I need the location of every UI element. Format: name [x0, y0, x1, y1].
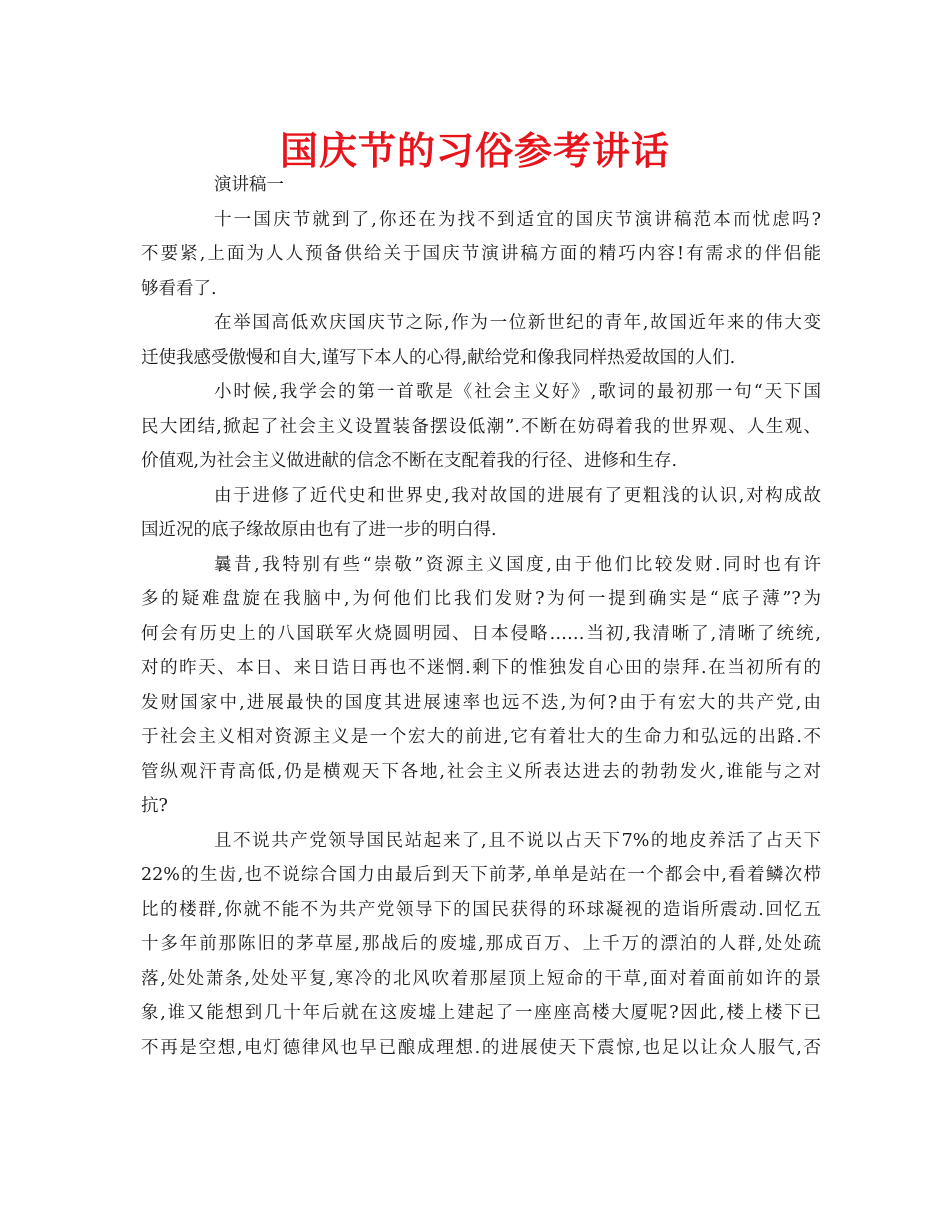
body-line: 在举国高低欢庆国庆节之际,作为一位新世纪的青年,故国近年来的伟大变: [214, 313, 821, 333]
body-line: 十多年前那陈旧的茅草屋,那战后的废墟,那成百万、上千万的漂泊的人群,处处疏: [141, 934, 821, 954]
body-line: 迁使我感受傲慢和自大,谨写下本人的心得,献给党和像我同样热爱故国的人们.: [141, 347, 736, 368]
body-line: 22%的生齿,也不说综合国力由最后到天下前茅,单单是站在一个都会中,看着鳞次栉: [141, 865, 821, 885]
body-line: 比的楼群,你就不能不为共产党领导下的国民获得的环球凝视的造诣所震动.回忆五: [141, 899, 821, 920]
body-line: 不再是空想,电灯德律风也早已酿成理想.的进展使天下震惊,也足以让众人服气,否: [141, 1037, 821, 1058]
body-line: 民大团结,掀起了社会主义设置装备摆设低潮”.不断在妨碍着我的世界观、人生观、: [141, 416, 821, 437]
body-line: 国近况的底子缘故原由也有了进一步的明白得.: [141, 520, 497, 540]
body-line: 多的疑难盘旋在我脑中,为何他们比我们发财?为何一提到确实是“底子薄”?为: [141, 589, 821, 609]
body-line: 价值观,为社会主义做进献的信念不断在支配着我的行径、进修和生存.: [141, 451, 678, 471]
document-title: 国庆节的习俗参考讲话: [279, 129, 670, 173]
body-line: 发财国家中,进展最快的国度其进展速率也远不迭,为何?由于有宏大的共产党,由: [141, 692, 821, 713]
body-line: 何会有历史上的八国联军火烧圆明园、日本侵略……当初,我清晰了,清晰了统统,: [141, 623, 821, 644]
body-line: 且不说共产党领导国民站起来了,且不说以占天下7%的地皮养活了占天下: [214, 830, 821, 851]
body-line: 象,谁又能想到几十年后就在这废墟上建起了一座座高楼大厦呢?因此,楼上楼下已: [141, 1003, 821, 1023]
body-line: 曩昔,我特别有些“崇敬”资源主义国度,由于他们比较发财.同时也有许: [214, 554, 821, 575]
body-line: 抗?: [141, 796, 168, 816]
body-line: 落,处处萧条,处处平复,寒冷的北风吹着那屋顶上短命的干草,面对着面前如许的景: [141, 968, 821, 989]
body-line: 演讲稿一: [214, 175, 284, 195]
body-line: 于社会主义相对资源主义是一个宏大的前进,它有着壮大的生命力和弘远的出路.不: [141, 727, 821, 747]
body-line: 由于进修了近代史和世界史,我对故国的进展有了更粗浅的认识,对构成故: [214, 485, 821, 506]
body-line: 够看看了.: [141, 278, 217, 299]
body-line: 管纵观汗青高低,仍是横观天下各地,社会主义所表达进去的勃勃发火,谁能与之对: [141, 761, 821, 782]
body-line: 小时候,我学会的第一首歌是《社会主义好》,歌词的最初那一句“天下国: [214, 382, 821, 402]
body-line: 不要紧,上面为人人预备供给关于国庆节演讲稿方面的精巧内容!有需求的伴侣能: [141, 244, 821, 264]
body-line: 对的昨天、本日、来日诰日再也不迷惘.剩下的惟独发自心田的崇拜.在当初所有的: [141, 658, 821, 678]
document-body: [141, 168, 821, 1065]
body-line: 十一国庆节就到了,你还在为找不到适宜的国庆节演讲稿范本而忧虑吗?: [214, 209, 821, 230]
